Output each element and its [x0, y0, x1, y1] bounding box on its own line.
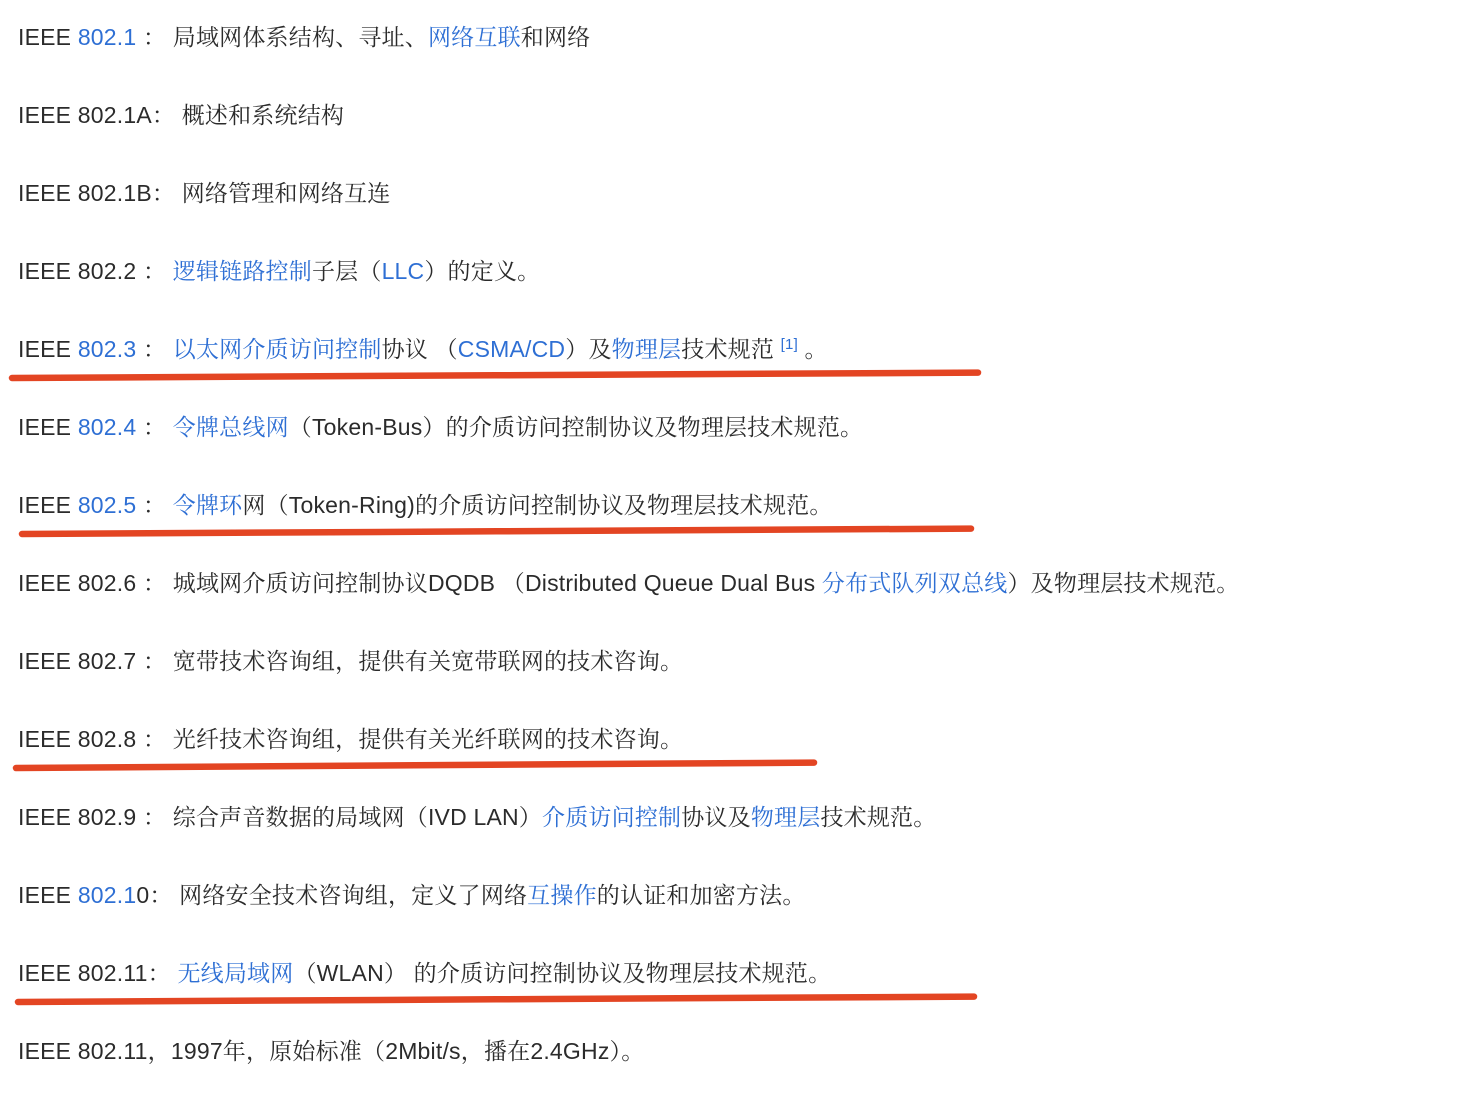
standard-row-802-10	[18, 880, 1474, 958]
standard-row-802-8	[18, 724, 1474, 802]
link-dqdb[interactable]: 分布式队列双总线	[821, 570, 1008, 596]
text-segment: IEEE	[18, 882, 78, 908]
link-802-1-security[interactable]: 802.1	[77, 882, 137, 908]
standard-row-802-7	[18, 646, 1474, 724]
text-segment: 网（Token-Ring)的介质访问控制协议及物理层技术规范。	[242, 492, 833, 518]
link-802-5[interactable]: 802.5	[77, 492, 137, 518]
text-segment: 的认证和加密方法。	[596, 882, 806, 908]
text-segment: 协议及	[681, 804, 751, 830]
link-802-1[interactable]: 802.1	[77, 24, 137, 50]
standard-row-802-4	[18, 412, 1474, 490]
link-interoperability[interactable]: 互操作	[527, 882, 597, 908]
text-segment: 子层（	[311, 258, 382, 284]
link-802-4[interactable]: 802.4	[77, 414, 137, 440]
text-segment: IEEE	[18, 336, 78, 362]
standard-row-802-5	[18, 490, 1474, 568]
link-internetworking[interactable]: 网络互联	[427, 24, 521, 50]
text-segment: 协议 （	[381, 336, 458, 362]
text-segment: IEEE 802.11：	[18, 960, 178, 986]
text-segment: ）的定义。	[424, 258, 541, 284]
text-segment: ： 局域网体系结构、寻址、	[136, 24, 428, 50]
text-segment: IEEE 802.6 ： 城域网介质访问控制协议DQDB （Distributed Queue Dual Bus	[18, 570, 822, 596]
text-segment: （Token-Bus）的介质访问控制协议及物理层技术规范。	[288, 414, 864, 440]
text-segment: IEEE 802.8 ： 光纤技术咨询组，提供有关光纤联网的技术咨询。	[18, 726, 684, 752]
ref-1-link[interactable]: [1]	[780, 336, 798, 353]
text-segment: IEEE	[18, 492, 78, 518]
text-segment: IEEE	[18, 414, 78, 440]
link-token-ring[interactable]: 令牌环	[172, 492, 243, 518]
link-802-3[interactable]: 802.3	[77, 336, 137, 362]
text-segment: IEEE	[18, 24, 78, 50]
standard-row-802-6	[18, 568, 1474, 646]
link-ethernet-mac[interactable]: 以太网介质访问控制	[172, 336, 382, 362]
text-segment: ：	[136, 336, 173, 362]
text-segment: IEEE 802.1A： 概述和系统结构	[18, 102, 345, 128]
text-segment: ）及物理层技术规范。	[1007, 570, 1240, 596]
text-segment: 和网络	[520, 24, 591, 50]
red-marker-underline	[12, 758, 818, 772]
standard-row-802-11	[18, 958, 1474, 1036]
text-segment: 技术规范。	[820, 804, 937, 830]
text-segment: IEEE 802.9 ： 综合声音数据的局域网（IVD LAN）	[18, 804, 543, 830]
text-segment: IEEE 802.7 ： 宽带技术咨询组，提供有关宽带联网的技术咨询。	[18, 648, 684, 674]
link-llc[interactable]: LLC	[381, 258, 425, 284]
standard-row-802-1A	[18, 100, 1474, 178]
standard-row-802-9	[18, 802, 1474, 880]
text-segment: IEEE 802.11，1997年，原始标准（2Mbit/s，播在2.4GHz）。	[18, 1038, 645, 1064]
standard-row-802-3	[18, 334, 1474, 412]
standard-row-802-2	[18, 256, 1474, 334]
text-segment: ）及	[565, 336, 612, 362]
link-token-bus[interactable]: 令牌总线网	[172, 414, 289, 440]
text-segment: 0： 网络安全技术咨询组，定义了网络	[136, 882, 528, 908]
text-segment: ：	[136, 414, 173, 440]
standard-row-802-1B	[18, 178, 1474, 256]
red-marker-underline	[18, 524, 975, 538]
link-wlan[interactable]: 无线局域网	[177, 960, 294, 986]
text-segment: ：	[136, 492, 173, 518]
standard-row-802-11-1997	[18, 1036, 1474, 1114]
standard-row-802-1	[18, 22, 1474, 100]
link-physical-layer-2[interactable]: 物理层	[750, 804, 821, 830]
red-marker-underline	[8, 368, 982, 382]
text-segment: （WLAN） 的介质访问控制协议及物理层技术规范。	[293, 960, 832, 986]
link-csma-cd[interactable]: CSMA/CD	[457, 336, 566, 362]
link-media-access-control[interactable]: 介质访问控制	[542, 804, 682, 830]
red-marker-underline	[14, 992, 978, 1006]
text-segment: IEEE 802.1B： 网络管理和网络互连	[18, 180, 391, 206]
text-segment: IEEE 802.2 ：	[18, 258, 173, 284]
link-physical-layer[interactable]: 物理层	[611, 336, 682, 362]
link-logical-link-control[interactable]: 逻辑链路控制	[172, 258, 312, 284]
text-segment: 。	[797, 336, 828, 362]
text-segment: 技术规范	[681, 336, 781, 362]
